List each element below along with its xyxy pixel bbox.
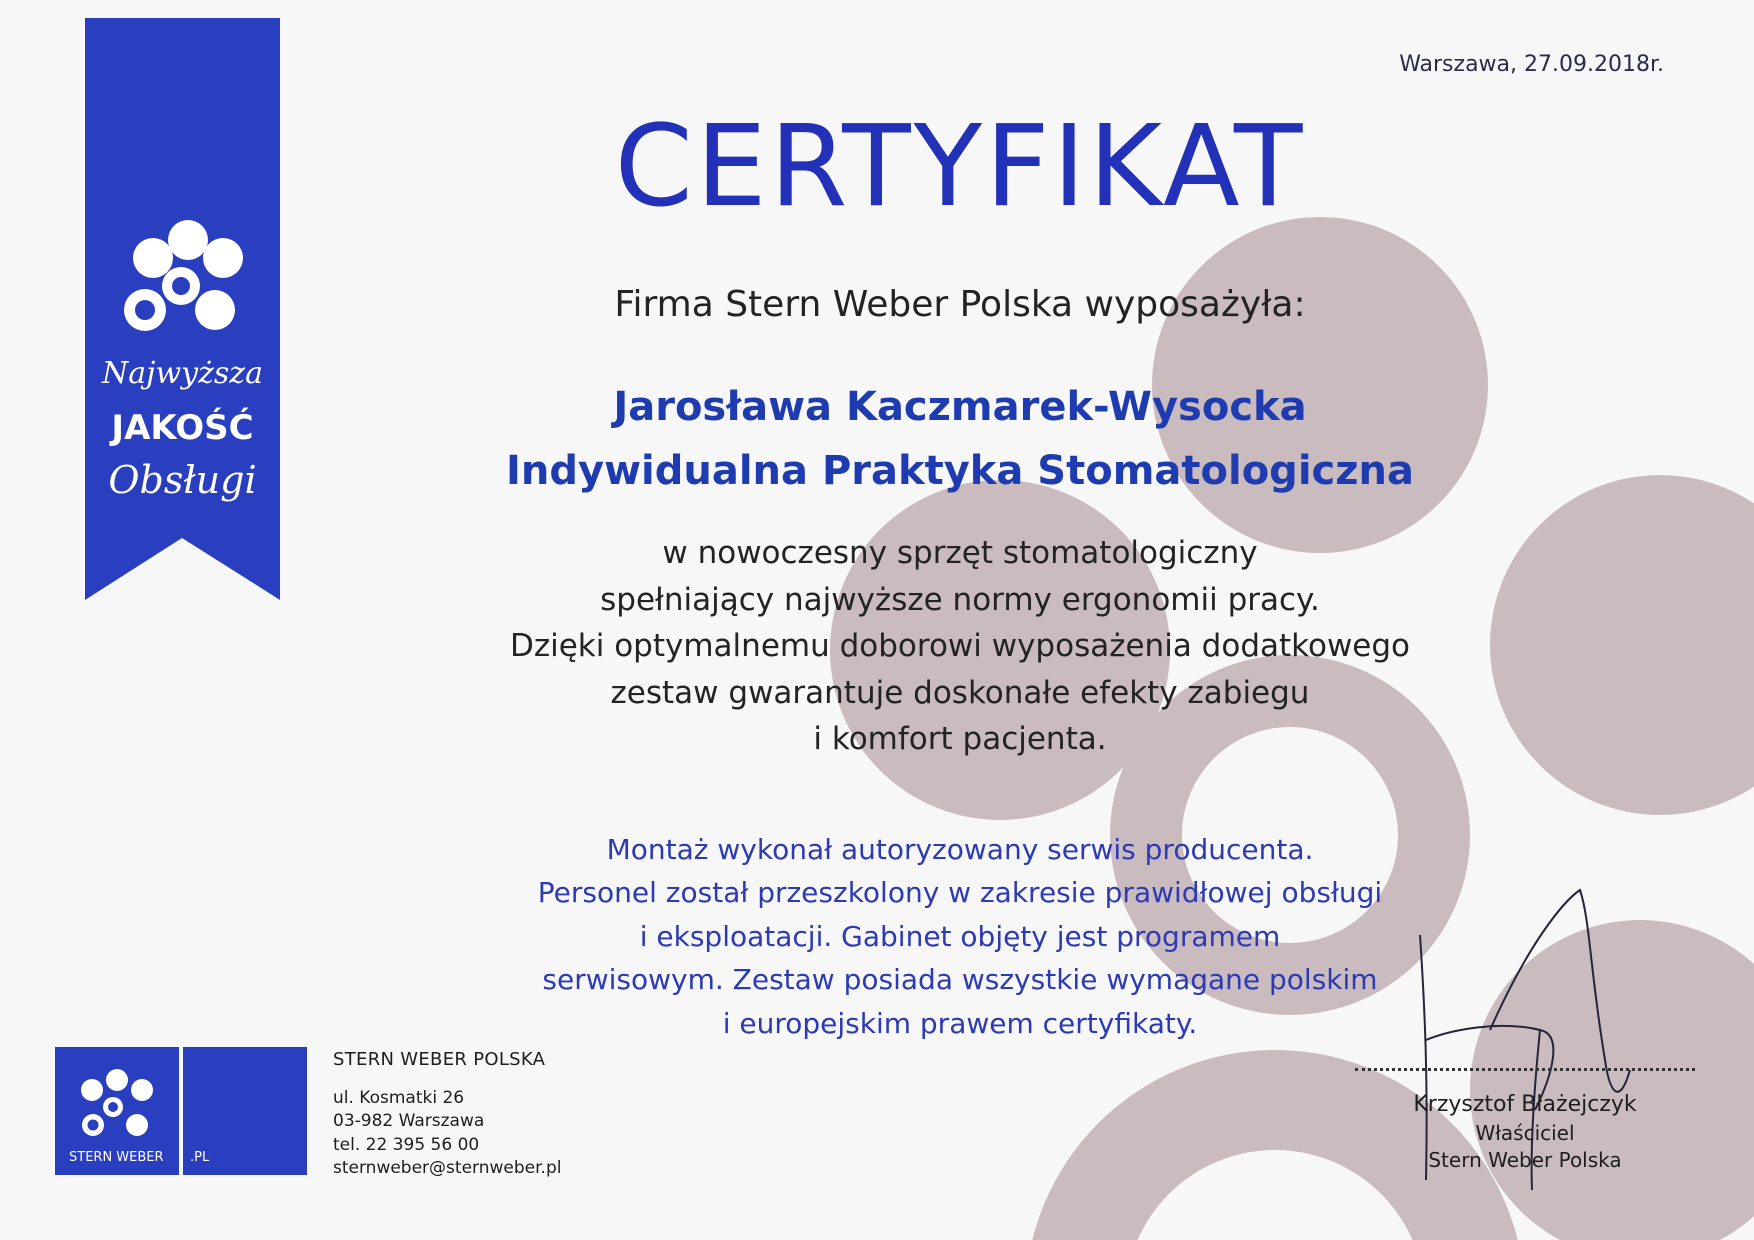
ribbon-text-line1: Najwyższa (102, 356, 263, 391)
service-line: Personel został przeszkolony w zakresie prawidłowej obsługi (537, 876, 1383, 910)
quality-ribbon (85, 18, 280, 600)
signature-line (1355, 1068, 1695, 1071)
signer-block (1355, 1090, 1695, 1174)
service-line: Montaż wykonał autoryzowany serwis producenta. (606, 833, 1314, 866)
ribbon-text-line2: JAKOŚĆ (111, 408, 254, 448)
address-email: sternweber@sternweber.pl (333, 1158, 562, 1179)
intro-text: Firma Stern Weber Polska wyposażyła: (614, 284, 1306, 325)
service-line: i europejskim prawem certyfikaty. (722, 1006, 1198, 1040)
recipient-practice: Indywidualna Praktyka Stomatologiczna (506, 448, 1414, 494)
ribbon-text-line3: Obsługi (108, 458, 257, 502)
body-line: spełniający najwyższe normy ergonomii pracy. (600, 581, 1320, 618)
company-name: STERN WEBER POLSKA (333, 1049, 546, 1070)
service-line: serwisowym. Zestaw posiada wszystkie wymagane polskim (542, 963, 1378, 997)
recipient-name: Jarosława Kaczmarek-Wysocka (613, 384, 1307, 430)
recipient-block (380, 375, 1540, 503)
service-statement (380, 828, 1540, 1045)
logo-label-stern-weber: STERN WEBER (69, 1150, 164, 1165)
body-line: zestaw gwarantuje doskonałe efekty zabiegu (610, 674, 1310, 711)
signer-role: Właściciel (1475, 1120, 1575, 1145)
body-line: Dzięki optymalnemu doborowi wyposażenia dodatkowego (509, 628, 1411, 664)
ribbon-shape (85, 18, 280, 600)
address-city: 03-982 Warszawa (333, 1111, 485, 1132)
body-line: w nowoczesny sprzęt stomatologiczny (662, 535, 1258, 571)
certificate-date: Warszawa, 27.09.2018r. (1399, 52, 1664, 77)
company-address (333, 1048, 561, 1181)
address-street: ul. Kosmatki 26 (333, 1087, 465, 1108)
certificate-title: CERTYFIKAT (614, 102, 1306, 232)
signer-company: Stern Weber Polska (1428, 1147, 1622, 1172)
address-phone: tel. 22 395 56 00 (333, 1134, 480, 1155)
stern-weber-logo (55, 1047, 307, 1175)
body-line: i komfort pacjenta. (813, 721, 1107, 757)
equipment-description (380, 530, 1540, 763)
service-line: i eksploatacji. Gabinet objęty jest programem (639, 919, 1281, 953)
logo-label-pl: .PL (190, 1150, 210, 1165)
signer-name: Krzysztof Błażejczyk (1413, 1092, 1637, 1117)
